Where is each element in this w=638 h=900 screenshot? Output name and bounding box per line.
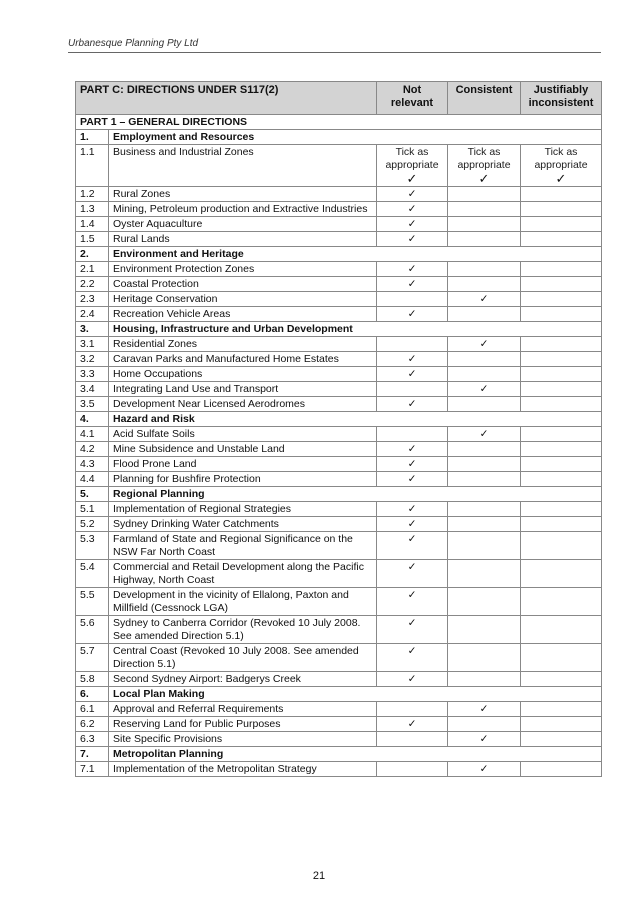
direction-row — [76, 232, 602, 247]
column-header-justifiably-inconsistent: Justifiably inconsistent — [521, 82, 602, 115]
checkmark-icon: ✓ — [407, 473, 417, 485]
direction-title: Heritage Conservation — [109, 292, 377, 307]
section-number: 4. — [76, 412, 109, 427]
cell-not-relevant — [377, 502, 448, 517]
section-heading-row — [76, 130, 602, 145]
checkmark-icon: ✓ — [407, 718, 417, 730]
direction-number: 2.2 — [76, 277, 109, 292]
cell-consistent — [448, 588, 521, 616]
direction-number: 3.4 — [76, 382, 109, 397]
direction-number: 5.8 — [76, 672, 109, 687]
cell-not-relevant — [377, 532, 448, 560]
cell-not-relevant — [377, 644, 448, 672]
direction-row — [76, 427, 602, 442]
cell-not-relevant — [377, 352, 448, 367]
cell-not-relevant — [377, 762, 448, 777]
direction-number: 2.3 — [76, 292, 109, 307]
direction-number: 6.2 — [76, 717, 109, 732]
direction-number: 3.5 — [76, 397, 109, 412]
cell-justifiably-inconsistent — [521, 517, 602, 532]
checkmark-icon: ✓ — [406, 171, 418, 186]
direction-title: Sydney Drinking Water Catchments — [109, 517, 377, 532]
direction-row — [76, 616, 602, 644]
cell-not-relevant — [377, 427, 448, 442]
direction-row — [76, 717, 602, 732]
cell-consistent — [448, 502, 521, 517]
checkmark-icon: ✓ — [478, 171, 490, 186]
direction-title: Oyster Aquaculture — [109, 217, 377, 232]
checkmark-icon: ✓ — [479, 703, 489, 715]
direction-title: Second Sydney Airport: Badgerys Creek — [109, 672, 377, 687]
section-number: 6. — [76, 687, 109, 702]
section-number: 5. — [76, 487, 109, 502]
cell-not-relevant — [377, 232, 448, 247]
checkmark-icon: ✓ — [407, 308, 417, 320]
column-header-not-relevant: Not relevant — [377, 82, 448, 115]
cell-justifiably-inconsistent — [521, 337, 602, 352]
cell-not-relevant — [377, 292, 448, 307]
direction-row — [76, 262, 602, 277]
checkmark-icon: ✓ — [407, 458, 417, 470]
cell-consistent — [448, 532, 521, 560]
cell-consistent — [448, 292, 521, 307]
cell-consistent — [448, 352, 521, 367]
tick-instruction: Tick as appropriate — [457, 146, 511, 171]
direction-number: 5.3 — [76, 532, 109, 560]
cell-not-relevant — [377, 457, 448, 472]
direction-title: Rural Zones — [109, 187, 377, 202]
section-number: 1. — [76, 130, 109, 145]
direction-number: 2.1 — [76, 262, 109, 277]
direction-title: Acid Sulfate Soils — [109, 427, 377, 442]
checkmark-icon: ✓ — [407, 233, 417, 245]
section-number: 3. — [76, 322, 109, 337]
section-heading-row — [76, 747, 602, 762]
section-title: Metropolitan Planning — [109, 747, 602, 762]
cell-consistent — [448, 232, 521, 247]
cell-consistent — [448, 262, 521, 277]
direction-number: 3.1 — [76, 337, 109, 352]
tick-instruction: Tick as appropriate — [534, 146, 588, 171]
direction-row — [76, 367, 602, 382]
direction-number: 1.4 — [76, 217, 109, 232]
cell-justifiably-inconsistent — [521, 427, 602, 442]
direction-row — [76, 644, 602, 672]
cell-justifiably-inconsistent — [521, 277, 602, 292]
direction-title: Business and Industrial Zones — [109, 145, 377, 187]
direction-number: 5.7 — [76, 644, 109, 672]
checkmark-icon: ✓ — [479, 293, 489, 305]
checkmark-icon: ✓ — [407, 278, 417, 290]
cell-consistent — [448, 382, 521, 397]
cell-consistent — [448, 202, 521, 217]
cell-not-relevant — [377, 337, 448, 352]
direction-row — [76, 337, 602, 352]
direction-row — [76, 702, 602, 717]
direction-number: 3.2 — [76, 352, 109, 367]
cell-not-relevant — [377, 702, 448, 717]
cell-justifiably-inconsistent — [521, 560, 602, 588]
direction-number: 1.3 — [76, 202, 109, 217]
cell-justifiably-inconsistent — [521, 502, 602, 517]
direction-number: 5.5 — [76, 588, 109, 616]
direction-number: 4.3 — [76, 457, 109, 472]
cell-justifiably-inconsistent — [521, 397, 602, 412]
direction-number: 4.1 — [76, 427, 109, 442]
cell-not-relevant — [377, 517, 448, 532]
section-title: Housing, Infrastructure and Urban Development — [109, 322, 602, 337]
cell-consistent — [448, 472, 521, 487]
cell-justifiably-inconsistent — [521, 644, 602, 672]
cell-not-relevant — [377, 382, 448, 397]
section-title: Local Plan Making — [109, 687, 602, 702]
direction-title: Farmland of State and Regional Significance on the NSW Far North Coast — [109, 532, 377, 560]
cell-justifiably-inconsistent — [521, 457, 602, 472]
cell-consistent — [448, 367, 521, 382]
table-title: PART C: DIRECTIONS UNDER S117(2) — [76, 82, 377, 115]
direction-row — [76, 672, 602, 687]
cell-not-relevant — [377, 588, 448, 616]
page-number: 21 — [312, 870, 326, 882]
direction-row — [76, 382, 602, 397]
direction-row — [76, 145, 602, 187]
direction-number: 1.5 — [76, 232, 109, 247]
direction-row — [76, 732, 602, 747]
cell-justifiably-inconsistent — [521, 616, 602, 644]
direction-row — [76, 472, 602, 487]
direction-row — [76, 762, 602, 777]
cell-not-relevant — [377, 732, 448, 747]
checkmark-icon: ✓ — [407, 218, 417, 230]
direction-row — [76, 588, 602, 616]
cell-consistent — [448, 717, 521, 732]
direction-number: 7.1 — [76, 762, 109, 777]
checkmark-icon: ✓ — [407, 617, 417, 629]
cell-consistent — [448, 277, 521, 292]
cell-not-relevant — [377, 217, 448, 232]
cell-consistent — [448, 732, 521, 747]
cell-justifiably-inconsistent — [521, 217, 602, 232]
direction-title: Implementation of the Metropolitan Strategy — [109, 762, 377, 777]
direction-row — [76, 307, 602, 322]
tick-instruction: Tick as appropriate — [385, 146, 439, 171]
direction-title: Integrating Land Use and Transport — [109, 382, 377, 397]
direction-row — [76, 292, 602, 307]
direction-number: 5.6 — [76, 616, 109, 644]
cell-justifiably-inconsistent — [521, 202, 602, 217]
cell-not-relevant — [377, 262, 448, 277]
cell-justifiably-inconsistent — [521, 732, 602, 747]
cell-consistent — [448, 337, 521, 352]
cell-not-relevant — [377, 307, 448, 322]
direction-number: 6.3 — [76, 732, 109, 747]
cell-justifiably-inconsistent — [521, 145, 602, 187]
direction-title: Coastal Protection — [109, 277, 377, 292]
cell-consistent — [448, 442, 521, 457]
checkmark-icon: ✓ — [407, 673, 417, 685]
direction-row — [76, 352, 602, 367]
cell-not-relevant — [377, 277, 448, 292]
cell-justifiably-inconsistent — [521, 382, 602, 397]
checkmark-icon: ✓ — [479, 383, 489, 395]
cell-consistent — [448, 217, 521, 232]
direction-title: Central Coast (Revoked 10 July 2008. See amended Direction 5.1) — [109, 644, 377, 672]
cell-justifiably-inconsistent — [521, 262, 602, 277]
cell-justifiably-inconsistent — [521, 672, 602, 687]
cell-consistent — [448, 427, 521, 442]
checkmark-icon: ✓ — [555, 171, 567, 186]
cell-not-relevant — [377, 442, 448, 457]
direction-title: Environment Protection Zones — [109, 262, 377, 277]
direction-row — [76, 202, 602, 217]
direction-title: Commercial and Retail Development along the Pacific Highway, North Coast — [109, 560, 377, 588]
cell-consistent — [448, 560, 521, 588]
direction-title: Residential Zones — [109, 337, 377, 352]
cell-not-relevant — [377, 616, 448, 644]
checkmark-icon: ✓ — [407, 203, 417, 215]
direction-row — [76, 560, 602, 588]
direction-number: 3.3 — [76, 367, 109, 382]
section-heading-row — [76, 487, 602, 502]
checkmark-icon: ✓ — [407, 645, 417, 657]
direction-row — [76, 502, 602, 517]
section-title: Employment and Resources — [109, 130, 602, 145]
cell-not-relevant — [377, 672, 448, 687]
direction-row — [76, 517, 602, 532]
checkmark-icon: ✓ — [407, 398, 417, 410]
checkmark-icon: ✓ — [407, 533, 417, 545]
cell-consistent — [448, 616, 521, 644]
section-heading-row — [76, 687, 602, 702]
checkmark-icon: ✓ — [479, 763, 489, 775]
cell-not-relevant — [377, 717, 448, 732]
cell-justifiably-inconsistent — [521, 352, 602, 367]
cell-consistent — [448, 517, 521, 532]
section-title: Environment and Heritage — [109, 247, 602, 262]
section-title: Hazard and Risk — [109, 412, 602, 427]
direction-number: 5.4 — [76, 560, 109, 588]
direction-row — [76, 457, 602, 472]
section-heading-row — [76, 322, 602, 337]
direction-title: Planning for Bushfire Protection — [109, 472, 377, 487]
checkmark-icon: ✓ — [407, 188, 417, 200]
direction-number: 4.4 — [76, 472, 109, 487]
direction-title: Site Specific Provisions — [109, 732, 377, 747]
cell-justifiably-inconsistent — [521, 187, 602, 202]
direction-number: 2.4 — [76, 307, 109, 322]
part-heading-row — [76, 115, 602, 130]
direction-number: 5.1 — [76, 502, 109, 517]
checkmark-icon: ✓ — [479, 733, 489, 745]
cell-justifiably-inconsistent — [521, 532, 602, 560]
directions-table — [75, 81, 602, 777]
direction-title: Reserving Land for Public Purposes — [109, 717, 377, 732]
direction-title: Sydney to Canberra Corridor (Revoked 10 July 2008. See amended Direction 5.1) — [109, 616, 377, 644]
direction-number: 1.2 — [76, 187, 109, 202]
cell-not-relevant — [377, 472, 448, 487]
checkmark-icon: ✓ — [479, 428, 489, 440]
cell-justifiably-inconsistent — [521, 702, 602, 717]
cell-justifiably-inconsistent — [521, 307, 602, 322]
cell-justifiably-inconsistent — [521, 442, 602, 457]
table-header-row — [76, 82, 602, 115]
direction-title: Mine Subsidence and Unstable Land — [109, 442, 377, 457]
direction-number: 6.1 — [76, 702, 109, 717]
cell-justifiably-inconsistent — [521, 717, 602, 732]
cell-justifiably-inconsistent — [521, 232, 602, 247]
cell-consistent — [448, 307, 521, 322]
cell-not-relevant — [377, 397, 448, 412]
direction-row — [76, 277, 602, 292]
direction-row — [76, 532, 602, 560]
cell-consistent — [448, 457, 521, 472]
cell-not-relevant — [377, 202, 448, 217]
direction-number: 1.1 — [76, 145, 109, 187]
cell-consistent — [448, 672, 521, 687]
direction-row — [76, 442, 602, 457]
cell-justifiably-inconsistent — [521, 588, 602, 616]
direction-title: Flood Prone Land — [109, 457, 377, 472]
section-number: 2. — [76, 247, 109, 262]
cell-consistent — [448, 702, 521, 717]
checkmark-icon: ✓ — [407, 368, 417, 380]
cell-justifiably-inconsistent — [521, 367, 602, 382]
direction-title: Approval and Referral Requirements — [109, 702, 377, 717]
section-heading-row — [76, 412, 602, 427]
cell-not-relevant — [377, 367, 448, 382]
cell-justifiably-inconsistent — [521, 762, 602, 777]
cell-justifiably-inconsistent — [521, 472, 602, 487]
direction-title: Development Near Licensed Aerodromes — [109, 397, 377, 412]
checkmark-icon: ✓ — [407, 503, 417, 515]
column-header-consistent: Consistent — [448, 82, 521, 115]
part-heading: PART 1 – GENERAL DIRECTIONS — [76, 115, 602, 130]
cell-consistent — [448, 762, 521, 777]
direction-title: Mining, Petroleum production and Extractive Industries — [109, 202, 377, 217]
checkmark-icon: ✓ — [407, 589, 417, 601]
direction-title: Rural Lands — [109, 232, 377, 247]
direction-number: 4.2 — [76, 442, 109, 457]
section-number: 7. — [76, 747, 109, 762]
document-header: Urbanesque Planning Pty Ltd — [68, 38, 199, 49]
cell-consistent — [448, 187, 521, 202]
checkmark-icon: ✓ — [407, 353, 417, 365]
cell-justifiably-inconsistent — [521, 292, 602, 307]
checkmark-icon: ✓ — [479, 338, 489, 350]
direction-row — [76, 217, 602, 232]
checkmark-icon: ✓ — [407, 263, 417, 275]
cell-not-relevant — [377, 560, 448, 588]
cell-not-relevant — [377, 187, 448, 202]
header-divider — [68, 52, 601, 53]
cell-not-relevant — [377, 145, 448, 187]
cell-consistent — [448, 397, 521, 412]
checkmark-icon: ✓ — [407, 518, 417, 530]
direction-row — [76, 187, 602, 202]
direction-row — [76, 397, 602, 412]
direction-title: Development in the vicinity of Ellalong, Paxton and Millfield (Cessnock LGA) — [109, 588, 377, 616]
section-title: Regional Planning — [109, 487, 602, 502]
cell-consistent — [448, 145, 521, 187]
checkmark-icon: ✓ — [407, 561, 417, 573]
direction-title: Caravan Parks and Manufactured Home Estates — [109, 352, 377, 367]
direction-number: 5.2 — [76, 517, 109, 532]
section-heading-row — [76, 247, 602, 262]
checkmark-icon: ✓ — [407, 443, 417, 455]
cell-consistent — [448, 644, 521, 672]
direction-title: Home Occupations — [109, 367, 377, 382]
direction-title: Implementation of Regional Strategies — [109, 502, 377, 517]
direction-title: Recreation Vehicle Areas — [109, 307, 377, 322]
